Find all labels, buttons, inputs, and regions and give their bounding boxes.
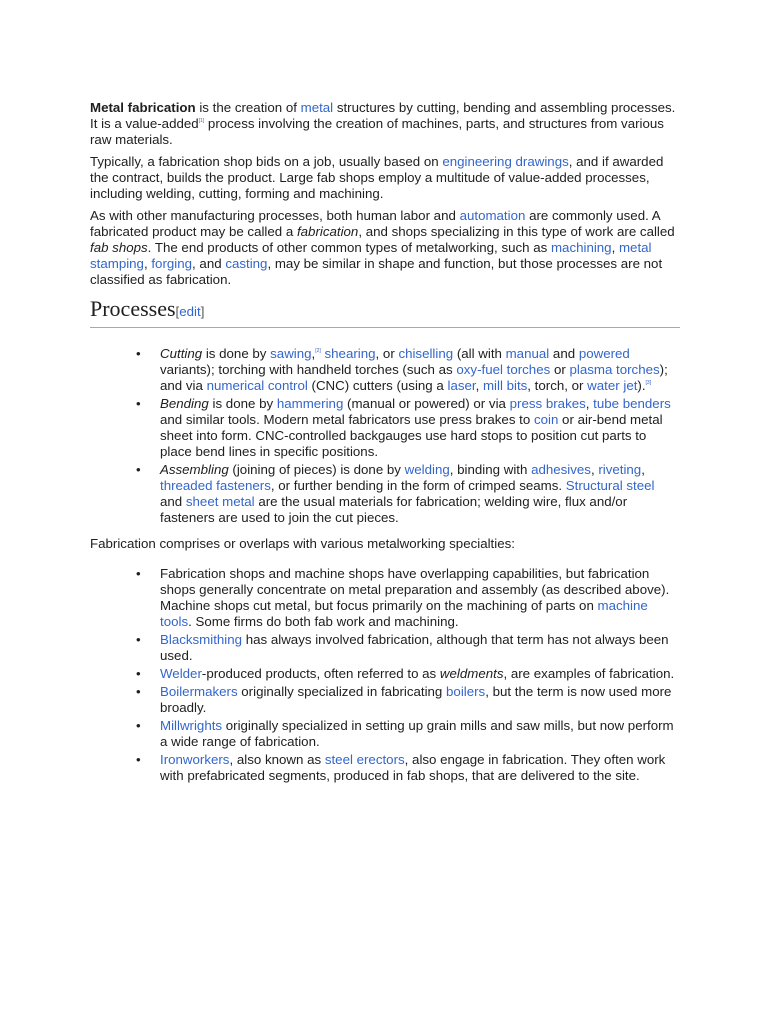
link-oxy-fuel-torches[interactable]: oxy-fuel torches — [456, 362, 551, 377]
text: , torch, or — [527, 378, 588, 393]
link-boilers[interactable]: boilers — [446, 684, 486, 699]
bullet-icon: • — [136, 666, 141, 681]
citation-1[interactable]: [1] — [198, 118, 205, 124]
text: Typically, a fabrication shop bids on a job, usually based on — [90, 154, 443, 169]
text: . The end products of other common types of metalworking, such as — [147, 240, 551, 255]
term-fabrication: fabrication — [296, 224, 359, 239]
link-metal-stamping[interactable]: metal stamping — [90, 240, 652, 271]
link-adhesives[interactable]: adhesives — [531, 462, 591, 477]
link-millwrights[interactable]: Millwrights — [160, 718, 223, 733]
text: and — [160, 494, 186, 509]
list-item-ironworkers — [136, 752, 680, 784]
text: is done by — [202, 346, 271, 361]
list-item-assembling — [136, 462, 680, 526]
link-casting[interactable]: casting — [225, 256, 268, 271]
text: . Some firms do both fab work and machining. — [188, 614, 459, 629]
link-boilermakers[interactable]: Boilermakers — [160, 684, 238, 699]
link-metal[interactable]: metal — [300, 100, 334, 115]
text: , may be similar in shape and function, but those processes are not classified as fabrication. — [90, 256, 663, 287]
link-chiselling[interactable]: chiselling — [398, 346, 454, 361]
edit-section — [176, 304, 205, 319]
list-item-blacksmithing — [136, 632, 680, 664]
text: (all with — [453, 346, 506, 361]
link-threaded-fasteners[interactable]: threaded fasteners — [160, 478, 271, 493]
text: are the usual materials for fabrication; welding wire, flux and/or fasteners are used to join the cut pieces. — [160, 494, 628, 525]
text: As with other manufacturing processes, both human labor and — [90, 208, 460, 223]
term-weldments: weldments — [439, 666, 504, 681]
text: , — [611, 240, 619, 255]
text: ). — [637, 378, 646, 393]
link-structural-steel[interactable]: Structural steel — [565, 478, 655, 493]
text: is the creation of — [195, 100, 301, 115]
term-fab-shops: fab shops — [90, 240, 148, 255]
link-press-brakes[interactable]: press brakes — [509, 396, 586, 411]
text: , — [311, 346, 316, 361]
link-coin[interactable]: coin — [533, 412, 559, 427]
bullet-icon: • — [136, 462, 141, 477]
link-engineering-drawings[interactable]: engineering drawings — [442, 154, 569, 169]
list-item-cutting — [136, 346, 680, 394]
text: , are examples of fabrication. — [503, 666, 675, 681]
text: and similar tools. Modern metal fabricators use press brakes to — [160, 412, 534, 427]
link-forging[interactable]: forging — [151, 256, 193, 271]
bullet-icon: • — [136, 566, 141, 581]
text: , binding with — [449, 462, 532, 477]
link-sheet-metal[interactable]: sheet metal — [185, 494, 255, 509]
text: process involving the creation of machines, parts, and structures from various raw materials. — [90, 116, 664, 147]
process-list — [90, 346, 680, 526]
text: or — [550, 362, 570, 377]
link-numerical-control[interactable]: numerical control — [206, 378, 308, 393]
text: Fabrication shops and machine shops have overlapping capabilities, but fabrication shops generally concentrate on metal preparation and assembly (as described above). Machine shops cut metal, but focus primarily on the machining of parts on — [160, 566, 670, 613]
text: (manual or powered) or via — [343, 396, 510, 411]
bracket-close: ] — [200, 304, 205, 319]
term-assembling: Assembling — [160, 462, 229, 477]
list-item-bending — [136, 396, 680, 460]
overlap-intro: Fabrication comprises or overlaps with various metalworking specialties: — [90, 536, 515, 551]
bullet-icon: • — [136, 752, 141, 767]
text: , — [590, 462, 599, 477]
link-blacksmithing[interactable]: Blacksmithing — [160, 632, 243, 647]
term-metal-fabrication: Metal fabrication — [90, 100, 196, 115]
text: originally specialized in setting up grain mills and saw mills, but now perform a wide range of fabrication. — [160, 718, 674, 749]
text: , and shops specializing in this type of work are called — [358, 224, 675, 239]
intro-paragraph-2 — [90, 154, 680, 202]
bullet-icon: • — [136, 346, 141, 361]
link-machine-tools[interactable]: machine tools — [160, 598, 648, 629]
text: or air-bend metal sheet into form. CNC-controlled backgauges use hard stops to position cut parts to place bend lines in specific positions. — [160, 412, 663, 459]
text: , — [641, 462, 645, 477]
article-content — [90, 100, 680, 786]
link-ironworkers[interactable]: Ironworkers — [160, 752, 230, 767]
link-hammering[interactable]: hammering — [276, 396, 344, 411]
link-welding[interactable]: welding — [404, 462, 450, 477]
text: ); and via — [160, 362, 668, 393]
link-steel-erectors[interactable]: steel erectors — [324, 752, 405, 767]
list-item-boilermakers — [136, 684, 680, 716]
text: originally specialized in fabricating — [237, 684, 447, 699]
link-tube-benders[interactable]: tube benders — [593, 396, 671, 411]
bullet-icon: • — [136, 396, 141, 411]
bullet-icon: • — [136, 632, 141, 647]
link-powered[interactable]: powered — [578, 346, 630, 361]
text: , and if awarded the contract, builds the product. Large fab shops employ a multitude of value-added processes, including welding, cutting, forming and machining. — [90, 154, 664, 201]
text: -produced products, often referred to as — [201, 666, 440, 681]
link-riveting[interactable]: riveting — [598, 462, 642, 477]
link-sawing[interactable]: sawing — [270, 346, 312, 361]
citation-2[interactable]: [2] — [315, 348, 321, 354]
text: , or further bending in the form of crimped seams. — [270, 478, 566, 493]
specialty-list — [90, 566, 680, 784]
link-laser[interactable]: laser — [447, 378, 476, 393]
intro-paragraph-1 — [90, 100, 680, 148]
list-item-shops — [136, 566, 680, 630]
text: are commonly used. A fabricated product may be called a — [90, 208, 660, 239]
text: has always involved fabrication, although that term has not always been used. — [160, 632, 669, 663]
intro-paragraph-3 — [90, 208, 680, 288]
text: (joining of pieces) is done by — [228, 462, 405, 477]
text: is done by — [208, 396, 277, 411]
text: , — [143, 256, 152, 271]
link-water-jet[interactable]: water jet — [587, 378, 638, 393]
bullet-icon: • — [136, 718, 141, 733]
link-welder[interactable]: Welder — [160, 666, 202, 681]
text: , — [585, 396, 594, 411]
text: , or — [375, 346, 399, 361]
text: , and — [192, 256, 226, 271]
text: , also known as — [229, 752, 325, 767]
bullet-icon: • — [136, 684, 141, 699]
link-mill-bits[interactable]: mill bits — [482, 378, 528, 393]
term-bending: Bending — [160, 396, 209, 411]
edit-link[interactable]: edit — [179, 304, 201, 319]
link-plasma-torches[interactable]: plasma torches — [569, 362, 660, 377]
text: , but the term is now used more broadly. — [160, 684, 672, 715]
section-title: Processes — [90, 296, 176, 321]
text: , — [475, 378, 483, 393]
list-item-millwrights — [136, 718, 680, 750]
list-item-welder — [136, 666, 680, 682]
link-automation[interactable]: automation — [459, 208, 526, 223]
text: structures by cutting, bending and assembling processes. It is a value-added — [90, 100, 676, 131]
link-machining[interactable]: machining — [550, 240, 612, 255]
term-cutting: Cutting — [160, 346, 203, 361]
bracket-open: [ — [175, 304, 180, 319]
text: and — [549, 346, 579, 361]
section-heading-processes — [90, 296, 680, 328]
text: (CNC) cutters (using a — [307, 378, 448, 393]
citation-3[interactable]: [3] — [645, 380, 652, 386]
text: , also engage in fabrication. They often work with prefabricated segments, produced in fab shops, that are delivered to the site. — [160, 752, 666, 783]
link-manual[interactable]: manual — [505, 346, 550, 361]
link-shearing[interactable]: shearing — [324, 346, 376, 361]
text: variants); torching with handheld torches (such as — [160, 362, 457, 377]
